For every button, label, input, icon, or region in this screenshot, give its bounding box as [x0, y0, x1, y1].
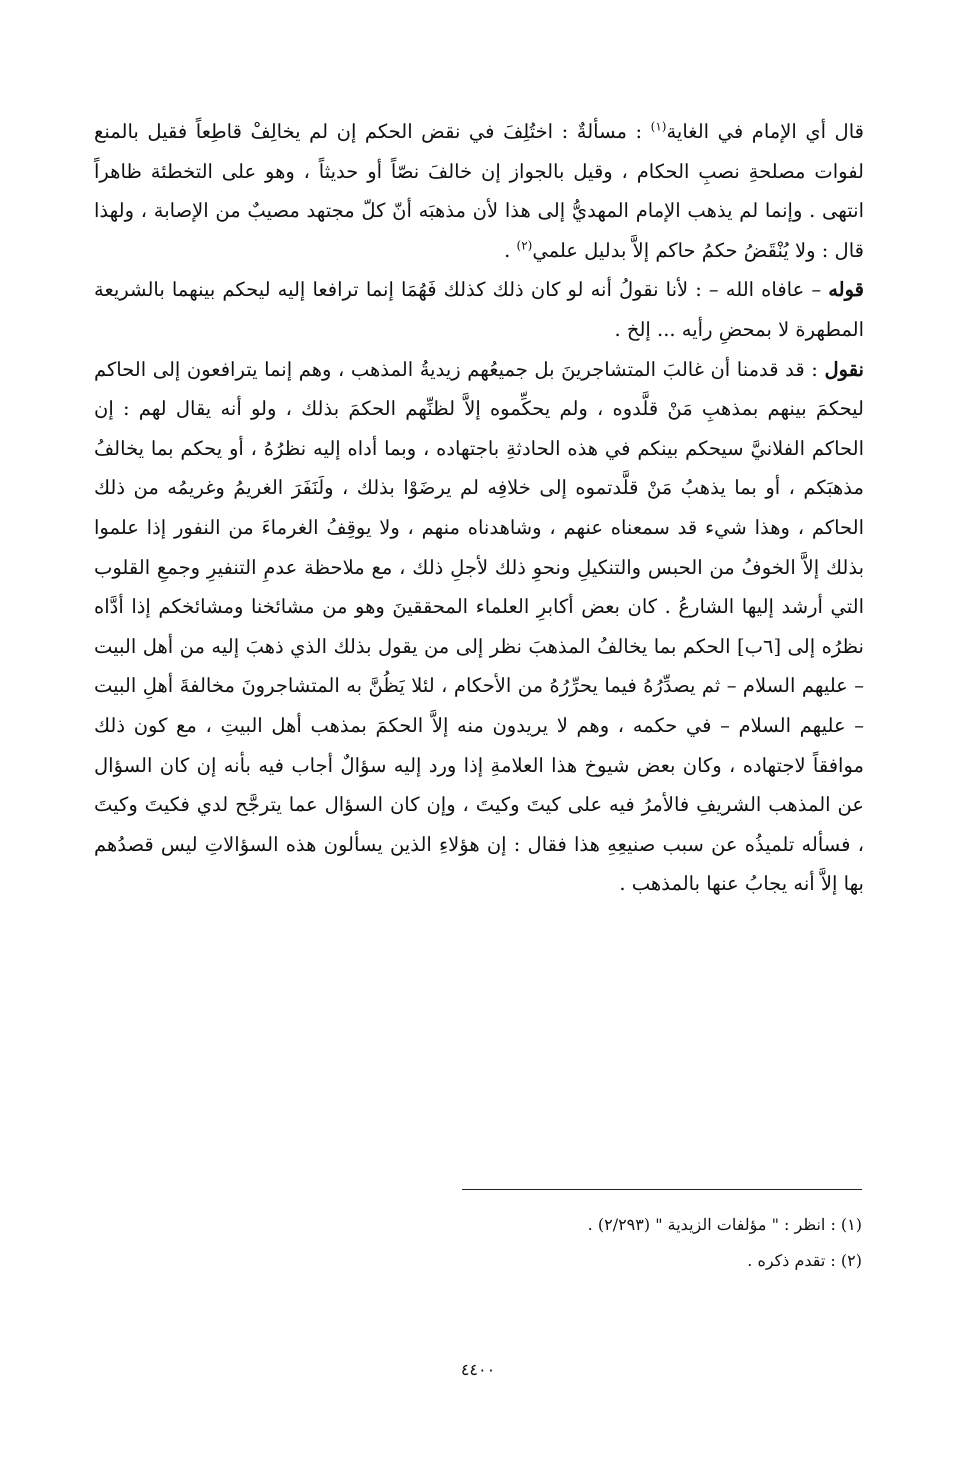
- paragraph-2-text: – عافاه الله – : لأنا نقولُ أنه لو كان ذلك كذلك فَهُمَا إنما ترافعا إليه ليحكم بينهما بالشريعة المطهرة لا بمحضِ رأيه ... إلخ .: [94, 278, 864, 341]
- main-text: [94, 112, 864, 904]
- paragraph-3-text: : قد قدمنا أن غالبَ المتشاجرينَ بل جميعُهم زيديةُ المذهب ، وهم إنما يترافعون إلى الحاكم ليحكمَ بينهم بمذهبِ مَنْ قلَّدوه ، ولم يحكِّموه إلاَّ لظنِّهم الحكمَ بذلك ، ولو أنه يقال لهم : إن الحاكم الفلانيَّ سيحكم بينكم في هذه الحادثةِ باجتهاده ، وبما أداه إليه نظرُهُ ، أو يحكم بما يخالفُ مذهبَكم ، أو بما يذهبُ مَنْ قلَّدتموه إلى خلافِه لم يرضَوْا بذلك ، ولَنَفَرَ الغريمُ وغريمُه من ذلك الحاكم ، وهذا شيء قد سمعناه عنهم ، وشاهدناه منهم ، ولا يوقِفُ الغرماءَ من النفور إذا علموا بذلك إلاَّ الخوفُ من الحبس والتنكيلِ ونحوِ ذلك لأجلِ ذلك ، مع ملاحظة عدمِ التنفيرِ وجمعِ القلوب التي أرشد إليها الشارعُ . كان بعض أكابرِ العلماء المحققينَ وهو من مشائخنا ومشائخكم إذا أدَّاه نظرُه إلى [٦ب] الحكم بما يخالفُ المذهبَ نظر إلى من يقول بذلك الذي ذهبَ إليه من أهل البيت – عليهم السلام – ثم يصدِّرُهُ فيما يحرِّرُهُ من الأحكام ، لئلا يَظُنَّ به المتشاجرونَ مخالفةَ أهلِ البيت – عليهم السلام – في حكمه ، وهم لا يريدون منه إلاَّ الحكمَ بمذهب أهل البيتِ ، مع كون ذلك موافقاً لاجتهاده ، وكان بعض شيوخ هذا العلامةِ إذا ورد إليه سؤالٌ أجاب فيه بأنه إن كان السؤال عن المذهب الشريفِ فالأمرُ فيه على كيتَ وكيتَ ، وإن كان السؤال عما يترجَّح لدي فكيتَ وكيتَ ، فسأله تلميذُه عن سبب صنيعِهِ هذا فقال : إن هؤلاءِ الذين يسألون هذه السؤالاتِ ليس قصدُهم بها إلاَّ أنه يجابُ عنها بالمذهب .: [94, 357, 864, 896]
- paragraph-2-lead: قوله: [828, 278, 864, 302]
- footnotes: [92, 1207, 862, 1279]
- footnote-divider: [462, 1189, 862, 1190]
- paragraph-1: [94, 112, 864, 270]
- paragraph-1-text-c: .: [504, 238, 517, 262]
- footnote-2: (٢) : تقدم ذكره .: [747, 1251, 862, 1270]
- footnote-ref-1: (١): [650, 119, 667, 134]
- paragraph-3-lead: نقول: [824, 357, 864, 381]
- page-number: ٤٤٠٠: [460, 1360, 496, 1379]
- paragraph-2: [94, 270, 864, 349]
- paragraph-1-text-a: قال أي الإمام في الغاية: [666, 120, 864, 143]
- paragraph-1-text-b: : مسألةٌ : اختُلِفَ في نقض الحكم إن لم يخالِفْ قاطِعاً فقيل بالمنع لفوات مصلحةِ نصبِ الحكام ، وقيل بالجواز إن خالفَ نصّاً أو حديثاً ، وهو على التخطئة ظاهراً انتهى . وإنما لم يذهب الإمام المهديُّ إلى هذا لأن مذهبَه أنّ كلّ مجتهد مصيبٌ من الإصابة ، ولهذا قال : ولا يُنْقَضُ حكمُ حاكم إلاَّ بدليل علمي: [94, 120, 864, 262]
- footnote-ref-2: (٢): [516, 238, 533, 253]
- footnote-1: (١) : انظر : " مؤلفات الزيدية " (٢/٢٩٣) .: [587, 1215, 862, 1234]
- paragraph-3: [94, 350, 864, 904]
